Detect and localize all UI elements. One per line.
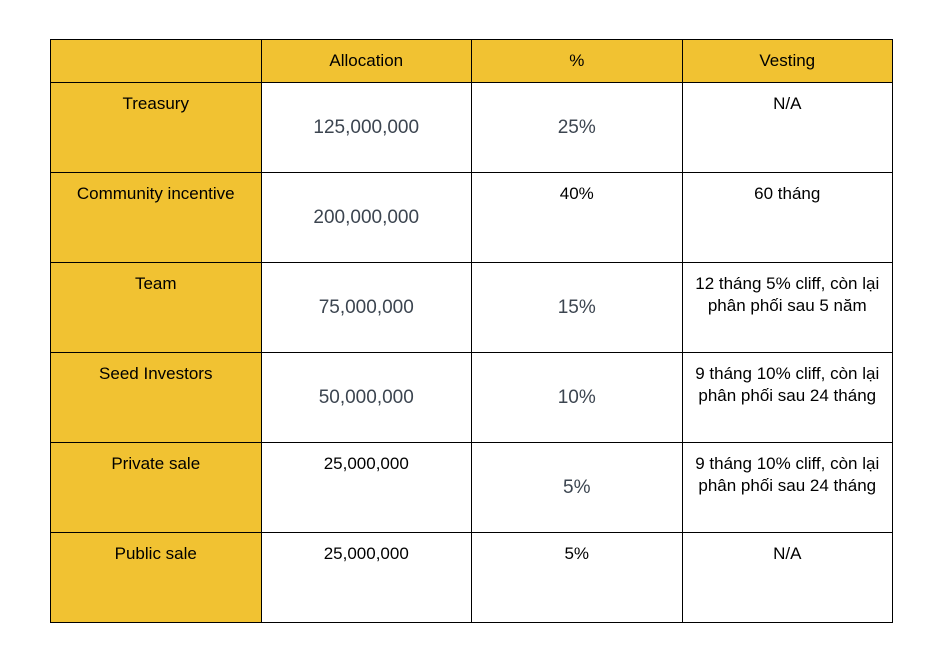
header-cell — [51, 40, 262, 83]
percent-cell: 10% — [472, 353, 683, 443]
header-cell: % — [472, 40, 683, 83]
header-cell: Allocation — [261, 40, 472, 83]
row-name: Team — [51, 263, 262, 353]
vesting-cell: 60 tháng — [682, 173, 893, 263]
row-name: Treasury — [51, 83, 262, 173]
vesting-cell: 9 tháng 10% cliff, còn lại phân phối sau 24 tháng — [682, 353, 893, 443]
allocation-cell: 75,000,000 — [261, 263, 472, 353]
table-row — [51, 83, 893, 173]
header-row — [51, 40, 893, 83]
vesting-cell: N/A — [682, 83, 893, 173]
allocation-cell: 125,000,000 — [261, 83, 472, 173]
row-name: Private sale — [51, 443, 262, 533]
table-row — [51, 263, 893, 353]
percent-cell: 5% — [472, 533, 683, 623]
percent-cell: 25% — [472, 83, 683, 173]
allocation-cell: 25,000,000 — [261, 533, 472, 623]
allocation-cell: 200,000,000 — [261, 173, 472, 263]
table-row — [51, 443, 893, 533]
allocation-cell: 50,000,000 — [261, 353, 472, 443]
vesting-cell: N/A — [682, 533, 893, 623]
vesting-cell: 9 tháng 10% cliff, còn lại phân phối sau 24 tháng — [682, 443, 893, 533]
header-cell: Vesting — [682, 40, 893, 83]
vesting-cell: 12 tháng 5% cliff, còn lại phân phối sau 5 năm — [682, 263, 893, 353]
table-row — [51, 173, 893, 263]
row-name: Public sale — [51, 533, 262, 623]
table-row — [51, 533, 893, 623]
row-name: Community incentive — [51, 173, 262, 263]
percent-cell: 40% — [472, 173, 683, 263]
allocation-table — [50, 39, 893, 623]
row-name: Seed Investors — [51, 353, 262, 443]
percent-cell: 5% — [472, 443, 683, 533]
table-row — [51, 353, 893, 443]
allocation-cell: 25,000,000 — [261, 443, 472, 533]
percent-cell: 15% — [472, 263, 683, 353]
